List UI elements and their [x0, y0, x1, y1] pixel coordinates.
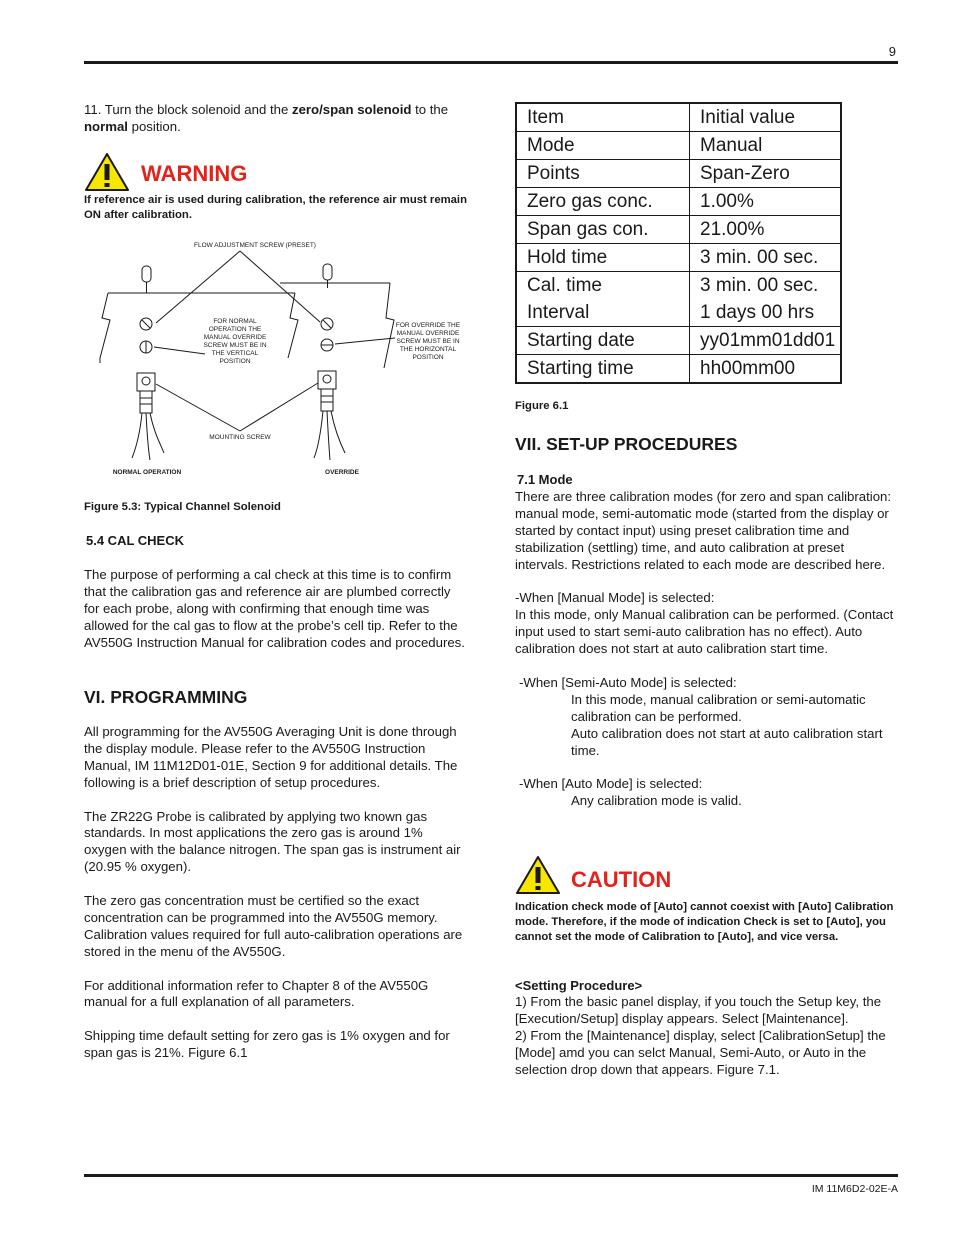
programming-text — [84, 724, 468, 1062]
cal-check-heading: 5.4 CAL CHECK — [86, 533, 185, 548]
header-rule — [84, 61, 898, 64]
mode-text — [515, 489, 897, 810]
warning-triangle-icon — [84, 152, 130, 192]
step-11: 11. Turn the block solenoid and the zero/span solenoid to the normal position. — [84, 102, 449, 134]
table-row: Mode Manual — [516, 132, 841, 160]
semi-auto-text-2: Auto calibration does not start at auto calibration start time. — [571, 725, 883, 758]
prog-paragraph-1: All programming for the AV550G Averaging Unit is done through the display module. Please refer to the AV550G Instruction Manual, IM 11M12D01-01E, Section 9 for additional details. The following is a brief description of setup procedures. — [84, 724, 458, 790]
setting-procedure-heading: <Setting Procedure> — [515, 978, 643, 993]
table-row: Starting date yy01mm01dd01 — [516, 327, 841, 355]
setting-step-1: 1) From the basic panel display, if you touch the Setup key, the [Execution/Setup] display appears. Select [Maintenance]. — [515, 994, 882, 1026]
solenoid-diagram — [90, 238, 470, 483]
mode-paragraph: There are three calibration modes (for zero and span calibration: manual mode, semi-automatic mode (started from the display or started by contact input) using preset calibration time and stabilization (settling) time, and auto calibration at preset intervals. Restrictions related to each mode are described here. — [515, 489, 892, 572]
figure-6-1-caption: Figure 6.1 — [515, 400, 569, 412]
table-row: Zero gas conc. 1.00% — [516, 188, 841, 216]
table-row: Starting time hh00mm00 — [516, 355, 841, 384]
prog-paragraph-5: Shipping time default setting for zero gas is 1% oxygen and for span gas is 21%. Figure 6.1 — [84, 1028, 450, 1061]
caution-text: Indication check mode of [Auto] cannot coexist with [Auto] Calibration mode. Therefore, if the mode of indication Check is set to [Auto], you cannot set the mode of Calibration to [Auto], and vice versa. — [515, 901, 894, 943]
normal-operation-label: NORMAL OPERATION — [112, 469, 182, 476]
mounting-screw-label: MOUNTING SCREW — [209, 434, 271, 441]
initial-values-table — [515, 102, 842, 384]
table-row: Interval 1 days 00 hrs — [516, 299, 841, 327]
mode-heading: 7.1 Mode — [517, 472, 573, 487]
figure-5-3-caption: Figure 5.3: Typical Channel Solenoid — [84, 501, 281, 513]
table-row: Span gas con. 21.00% — [516, 216, 841, 244]
table-row: Cal. time 3 min. 00 sec. — [516, 272, 841, 300]
prog-paragraph-4: For additional information refer to Chapter 8 of the AV550G manual for a full explanation of all parameters. — [84, 977, 429, 1010]
setup-procedures-heading: VII. SET-UP PROCEDURES — [515, 434, 738, 454]
setting-procedure-text — [515, 994, 899, 1079]
footer-rule — [84, 1174, 898, 1177]
semi-auto-text-1: In this mode, manual calibration or semi-automatic calibration can be performed. — [571, 691, 866, 724]
flow-adjustment-label: FLOW ADJUSTMENT SCREW (PRESET) — [194, 242, 316, 249]
prog-paragraph-2: The ZR22G Probe is calibrated by applying two known gas standards. In most applications the zero gas is around 1% oxygen with the balance nitrogen. The span gas is instrument air (20.95 % oxygen). — [84, 808, 461, 875]
manual-mode-text: In this mode, only Manual calibration can be performed. (Contact input used to start semi-auto calibration has no effect). Auto calibration does not start at auto calibration start time. — [515, 607, 894, 657]
semi-auto-heading: -When [Semi-Auto Mode] is selected: — [519, 674, 737, 690]
programming-heading: VI. PROGRAMMING — [84, 687, 248, 707]
override-note: FOR OVERRIDE THE MANUAL OVERRIDE SCREW MUST BE IN THE HORIZONTAL POSITION — [395, 322, 461, 361]
warning-text: If reference air is used during calibration, the reference air must remain ON after calibration. — [84, 194, 467, 221]
normal-operation-note: FOR NORMAL OPERATION THE MANUAL OVERRIDE SCREW MUST BE IN THE VERTICAL POSITION — [203, 318, 267, 365]
auto-mode-text: Any calibration mode is valid. — [571, 793, 742, 809]
caution-title: CAUTION — [571, 867, 672, 892]
setting-step-2: 2) From the [Maintenance] display, select [CalibrationSetup] the [Mode] amd you can selct Manual, Semi-Auto, or Auto in the selection drop down that appears. Figure 7.1. — [515, 1027, 886, 1077]
table-row: Points Span-Zero — [516, 160, 841, 188]
cal-check-text: The purpose of performing a cal check at this time is to confirm that the calibration gas and reference air are plumbed correctly for each probe, along with confirming that enough time was allowed for the cal gas to flow at the probe’s cell tip. Refer to the AV550G Instruction Manual for calibration codes and procedures. — [84, 567, 465, 650]
caution-triangle-icon — [515, 855, 561, 895]
manual-mode-heading: -When [Manual Mode] is selected: — [515, 590, 715, 606]
prog-paragraph-3: The zero gas concentration must be certified so the exact concentration can be programmed into the AV550G memory. Calibration values required for full auto-calibration operations are stored in the menu of the AV550G. — [84, 893, 463, 959]
table-row: Item Initial value — [516, 103, 841, 132]
auto-mode-heading: -When [Auto Mode] is selected: — [519, 776, 703, 792]
document-code: IM 11M6D2-02E-A — [811, 1183, 898, 1195]
table-row: Hold time 3 min. 00 sec. — [516, 244, 841, 272]
override-label: OVERRIDE — [325, 469, 359, 476]
warning-title: WARNING — [141, 161, 248, 186]
page-number: 9 — [888, 44, 896, 59]
